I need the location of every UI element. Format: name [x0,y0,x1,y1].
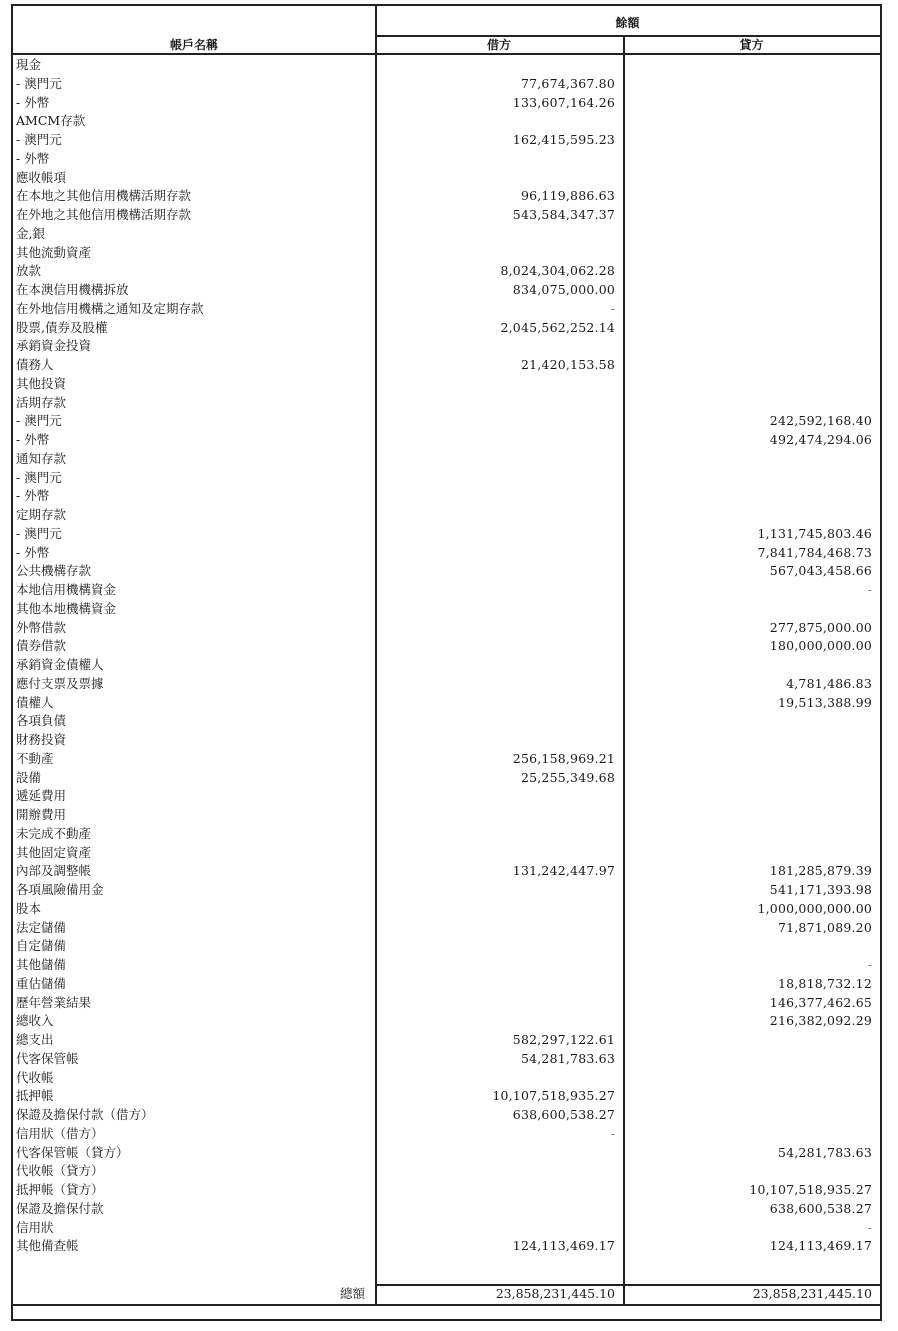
table-row [13,469,880,488]
account-name: 各項風險備用金 [16,882,104,897]
total-divider-bottom [13,1304,880,1306]
table-row [13,281,880,300]
table-row [13,1069,880,1088]
table-row [13,544,880,563]
table-row [13,206,880,225]
table-row [13,787,880,806]
table-row [13,1200,880,1219]
debit-value: 256,158,969.21 [512,750,615,766]
debit-value: 834,075,000.00 [512,282,615,297]
table-row [13,431,880,450]
account-name: 各項負債 [16,713,67,729]
debit-value: 582,297,122.61 [512,1032,615,1047]
credit-value: 492,474,294.06 [769,432,872,447]
account-name: 放款 [16,263,42,279]
table-row [13,806,880,825]
account-name: 承銷資金投資 [16,338,92,354]
debit-value: 77,674,367.80 [520,75,615,91]
credit-value: 242,592,168.40 [769,413,872,429]
table-row [13,581,880,600]
table-row [13,300,880,319]
table-row [13,656,880,675]
credit-value: 71,871,089.20 [777,919,872,935]
account-name: - 外幣 [16,94,50,110]
table-row [13,937,880,956]
credit-value: 180,000,000.00 [769,638,872,654]
credit-value: 10,107,518,935.27 [749,1182,872,1197]
account-name: 通知存款 [16,450,67,466]
debit-value: - [610,300,615,316]
table-row [13,525,880,544]
account-name: 在外地信用機構之通知及定期存款 [16,300,204,316]
account-name: - 澳門元 [16,469,62,485]
table-row [13,112,880,131]
account-name: 保證及擔保付款 [16,1200,104,1216]
account-name: 抵押帳（貸方） [16,1182,104,1197]
debit-value: 133,607,164.26 [512,94,615,110]
debit-header: 借方 [486,38,511,52]
table-row [13,375,880,394]
debit-value: 10,107,518,935.27 [492,1088,615,1104]
table-row [13,562,880,581]
account-name: 在本澳信用機構拆放 [16,282,129,297]
account-name: 債務人 [16,357,54,372]
account-name: 現金 [16,57,42,72]
credit-value: 1,131,745,803.46 [757,525,872,541]
credit-value: - [867,957,872,972]
account-name: - 澳門元 [16,413,62,429]
debit-value: 96,119,886.63 [520,188,615,204]
debit-value: 54,281,783.63 [520,1050,615,1066]
account-name: 代客保管帳（貸方） [16,1144,129,1160]
table-row [13,412,880,431]
table-row [13,450,880,469]
credit-value: - [867,1219,872,1235]
account-name: - 澳門元 [16,525,62,541]
table-row [13,600,880,619]
account-name: 承銷資金債權人 [16,657,104,672]
account-name: - 外幣 [16,432,50,447]
account-name: 其他儲備 [16,957,67,972]
account-name: 債權人 [16,694,54,710]
header-divider-bottom [13,53,880,55]
account-name: - 澳門元 [16,75,62,91]
account-name: 自定儲備 [16,938,67,954]
table-row [13,506,880,525]
table-row [13,1125,880,1144]
account-name: 代收帳（貸方） [16,1163,104,1179]
table-row [13,56,880,75]
table-row [13,1012,880,1031]
credit-value: 4,781,486.83 [786,675,872,691]
credit-value: 277,875,000.00 [769,619,872,635]
credit-value: 638,600,538.27 [769,1200,872,1216]
account-name: 其他備查帳 [16,1238,79,1254]
account-name: 在外地之其他信用機構活期存款 [16,207,192,222]
credit-value: 1,000,000,000.00 [757,900,872,916]
table-row [13,1181,880,1200]
table-row [13,769,880,788]
account-name: 未完成不動產 [16,825,92,841]
debit-value: 131,242,447.97 [512,863,615,879]
account-name: 股本 [16,900,42,916]
credit-value: 181,285,879.39 [769,863,872,879]
account-name: 在本地之其他信用機構活期存款 [16,188,192,204]
table-row [13,169,880,188]
account-name: 財務投資 [16,732,67,747]
credit-value: 19,513,388.99 [777,694,872,710]
account-name: 其他本地機構資金 [16,600,117,616]
total-label: 總額 [340,1286,366,1301]
table-row [13,862,880,881]
table-row [13,187,880,206]
table-row [13,1087,880,1106]
table-row [13,75,880,94]
account-name: 不動產 [16,750,54,766]
credit-header: 貸方 [739,38,764,52]
table-row [13,694,880,713]
table-row [13,844,880,863]
account-name: 其他固定資產 [16,844,92,860]
account-name: 本地信用機構資金 [16,582,117,597]
account-name: 應收帳項 [16,169,67,185]
account-name: 保證及擔保付款（借方） [16,1107,154,1122]
account-name: 法定儲備 [16,919,67,935]
table-row [13,487,880,506]
account-name: 代客保管帳 [16,1050,79,1066]
account-name: 代收帳 [16,1069,54,1085]
table-row [13,919,880,938]
debit-value: 8,024,304,062.28 [500,263,615,279]
table-row [13,394,880,413]
account-name: - 外幣 [16,544,50,560]
header-divider-top [375,35,880,37]
account-name: 重估儲備 [16,975,67,991]
account-name: 信用狀（借方） [16,1125,104,1141]
debit-value: 162,415,595.23 [512,132,615,147]
account-name: 金,銀 [16,225,45,241]
account-name: - 外幣 [16,488,50,504]
account-name: 抵押帳 [16,1088,54,1104]
table-row [13,150,880,169]
debit-value: 543,584,347.37 [512,207,615,222]
credit-value: 216,382,092.29 [769,1013,872,1029]
account-name: 遞延費用 [16,788,67,804]
table-row [13,731,880,750]
account-name: 債券借款 [16,638,67,654]
table-row [13,675,880,694]
table-row [13,637,880,656]
table-row [13,319,880,338]
table-row [13,975,880,994]
account-name: 應付支票及票據 [16,675,104,691]
account-name: 外幣借款 [16,619,67,635]
account-name: 活期存款 [16,394,67,410]
account-name: 設備 [16,769,42,785]
account-name: 其他流動資產 [16,244,92,260]
table-row [13,956,880,975]
credit-value: 146,377,462.65 [769,994,872,1010]
account-name: 總支出 [16,1032,54,1047]
total-credit: 23,858,231,445.10 [752,1286,872,1301]
balance-header: 餘額 [615,16,640,30]
table-row [13,1144,880,1163]
table-row [13,881,880,900]
account-name: 股票,債券及股權 [16,319,108,335]
table-row [13,1050,880,1069]
account-name: - 澳門元 [16,132,62,147]
credit-value: - [867,582,872,597]
debit-value: 124,113,469.17 [512,1238,615,1254]
account-name: 內部及調整帳 [16,863,92,879]
credit-value: 18,818,732.12 [777,975,872,991]
table-row [13,1106,880,1125]
table-row [13,750,880,769]
table-row [13,619,880,638]
debit-value: - [610,1125,615,1141]
account-name: 信用狀 [16,1219,54,1235]
debit-value: 638,600,538.27 [512,1107,615,1122]
debit-value: 2,045,562,252.14 [500,319,615,335]
table-row [13,225,880,244]
table-row [13,994,880,1013]
account-name: AMCM存款 [16,113,86,129]
balance-sheet [11,4,882,1321]
table-row [13,337,880,356]
account-rows [13,56,880,1256]
account-name: 歷年營業結果 [16,994,92,1010]
table-row [13,825,880,844]
total-debit: 23,858,231,445.10 [495,1286,615,1301]
table-row [13,131,880,150]
table-row [13,94,880,113]
table-row [13,900,880,919]
table-row [13,262,880,281]
credit-value: 7,841,784,468.73 [757,544,872,560]
table-row [13,1237,880,1256]
table-row [13,1162,880,1181]
account-name: 總收入 [16,1013,54,1029]
debit-value: 21,420,153.58 [520,357,615,372]
account-name-header: 帳戶名稱 [169,38,218,52]
table-row [13,712,880,731]
account-name: - 外幣 [16,150,50,166]
credit-value: 567,043,458.66 [769,563,872,579]
credit-value: 124,113,469.17 [769,1238,872,1254]
credit-value: 541,171,393.98 [769,882,872,897]
account-name: 開辦費用 [16,807,67,822]
account-name: 其他投資 [16,375,67,391]
account-name: 定期存款 [16,507,67,522]
credit-value: 54,281,783.63 [777,1144,872,1160]
account-name: 公共機構存款 [16,563,92,579]
table-row [13,1219,880,1238]
table-row [13,244,880,263]
table-row [13,356,880,375]
debit-value: 25,255,349.68 [520,769,615,785]
table-row [13,1031,880,1050]
